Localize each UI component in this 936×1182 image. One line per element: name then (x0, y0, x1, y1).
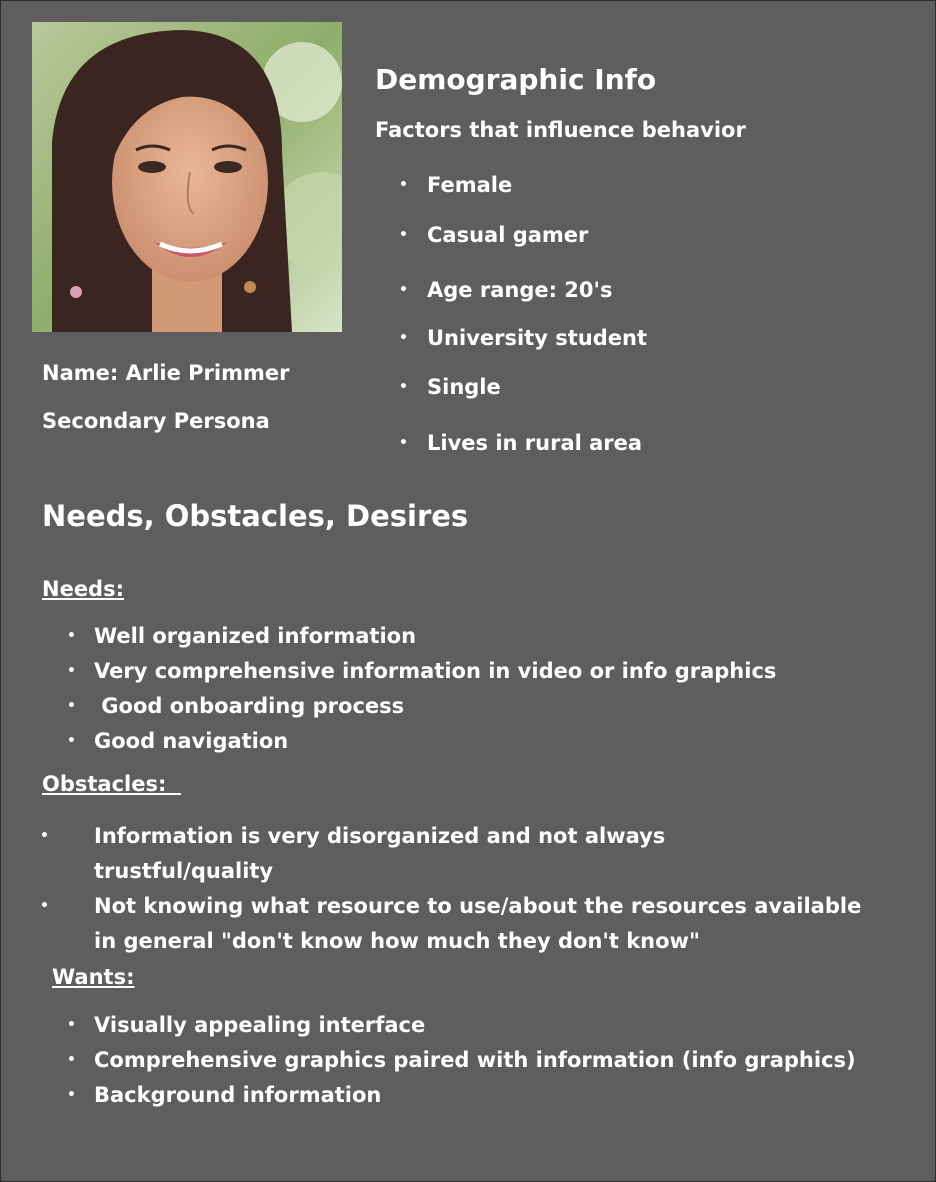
needs-list (67, 619, 776, 759)
list-item: • University student (399, 326, 647, 350)
list-item: • Age range: 20's (399, 278, 613, 302)
list-item: • Information is very disorganized and not always trustful/quality (40, 824, 666, 883)
list-item: • Good onboarding process (67, 694, 405, 718)
list-item: • Comprehensive graphics paired with information (info graphics) (67, 1048, 856, 1072)
demographic-title: Demographic Info (375, 63, 657, 96)
persona-type: Secondary Persona (42, 409, 270, 433)
list-item: • Very comprehensive information in video or info graphics (67, 659, 777, 683)
portrait-photo-icon (32, 22, 342, 332)
section-title: Needs, Obstacles, Desires (42, 499, 469, 533)
list-item: • Not knowing what resource to use/about the resources available in general "don't know how much they don't know" (40, 894, 862, 953)
list-item: • Well organized information (67, 624, 417, 648)
wants-list (67, 1008, 856, 1113)
list-item: • Female (399, 173, 513, 197)
demographic-subtitle: Factors that influence behavior (375, 118, 746, 142)
list-item: • Good navigation (67, 729, 289, 753)
list-item: • Lives in rural area (399, 431, 643, 455)
persona-name: Name: Arlie Primmer (42, 361, 290, 385)
list-item: • Background information (67, 1083, 382, 1107)
persona-photo (32, 22, 342, 332)
needs-heading: Needs: (42, 577, 124, 601)
list-item: • Visually appealing interface (67, 1013, 426, 1037)
list-item: • Single (399, 375, 501, 399)
wants-heading: Wants: (52, 965, 135, 989)
list-item: • Casual gamer (399, 223, 589, 247)
obstacles-list (40, 819, 874, 959)
obstacles-heading: Obstacles: (42, 772, 182, 796)
